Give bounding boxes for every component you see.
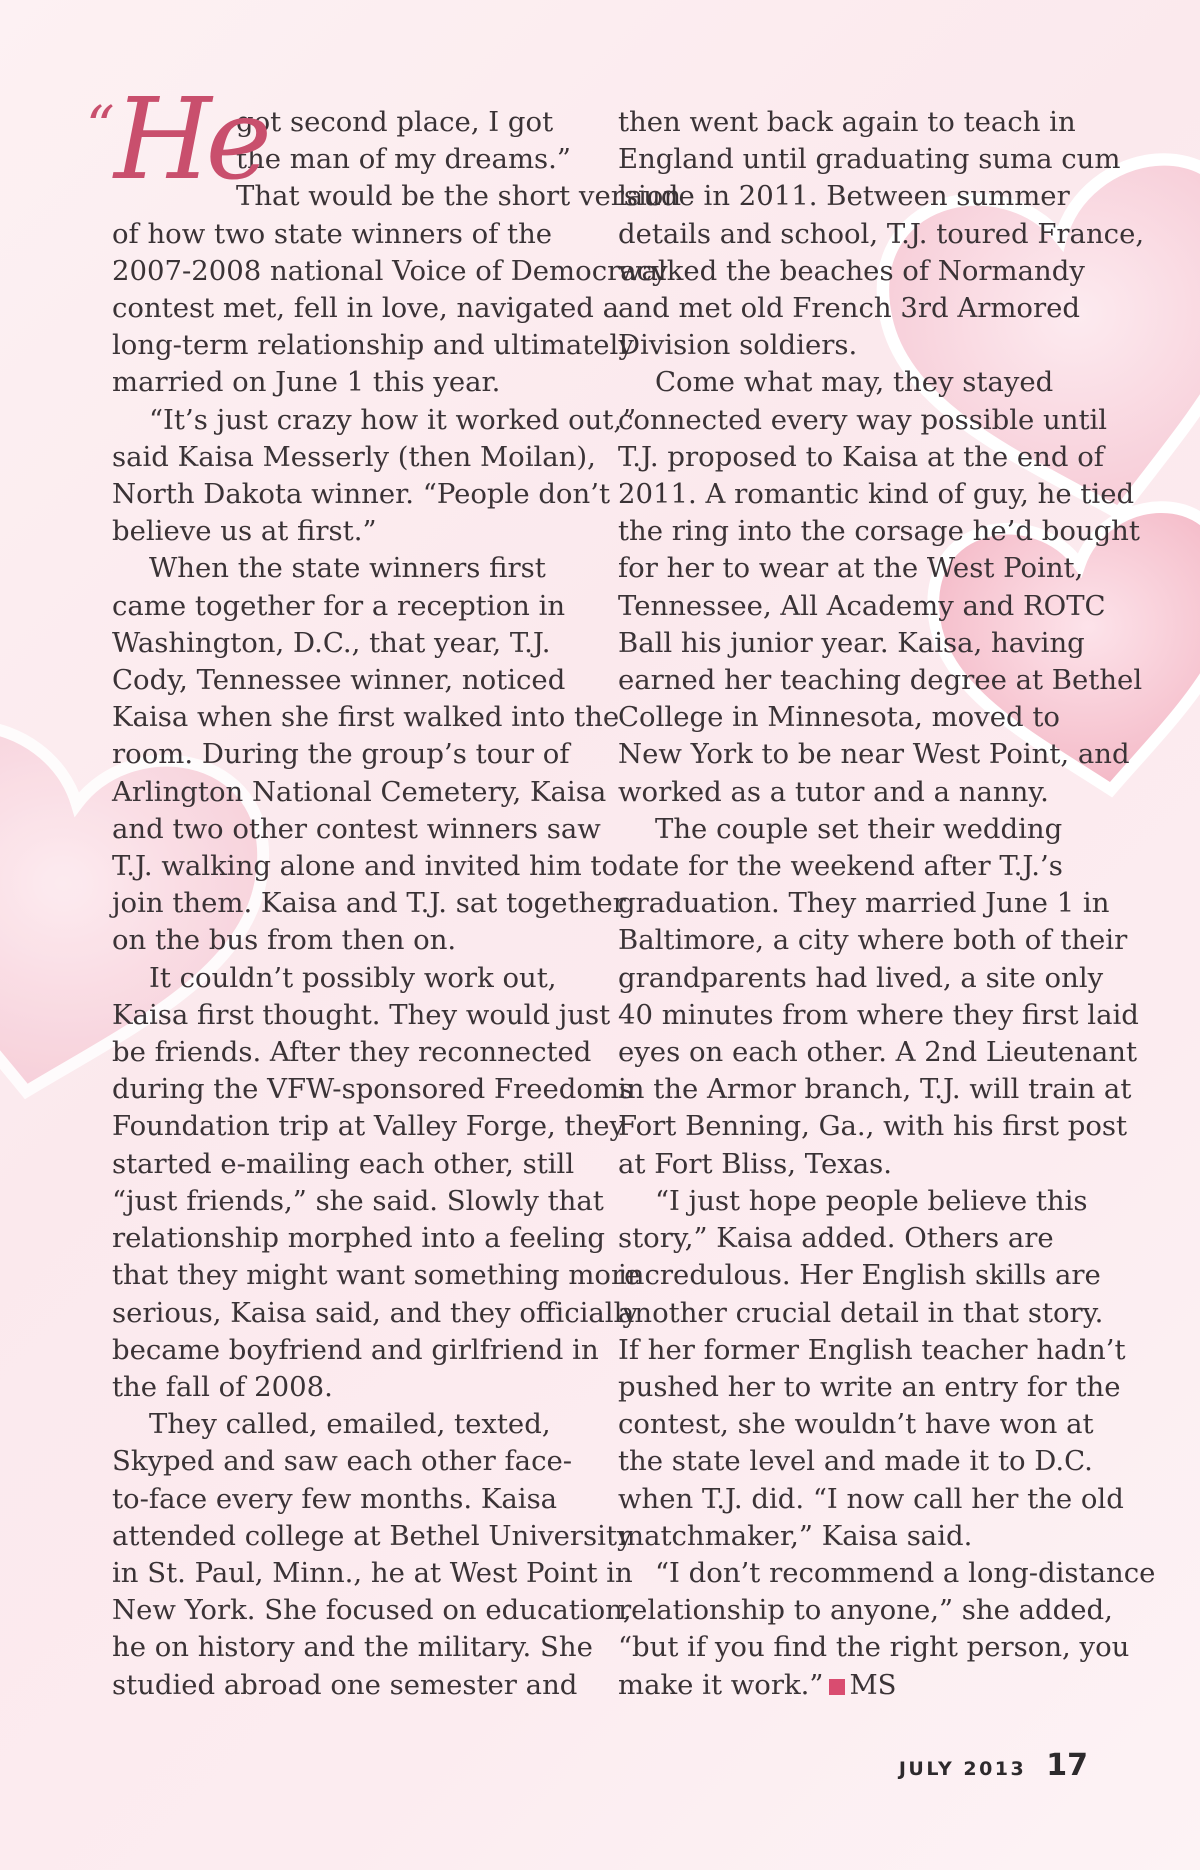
article-column-right	[618, 104, 1156, 1704]
text-line: in the Armor branch, T.J. will train at	[618, 1073, 1132, 1106]
text-line: the ring into the corsage he’d bought	[618, 515, 1140, 548]
text-line: College in Minnesota, moved to	[618, 701, 1060, 734]
text-line: earned her teaching degree at Bethel	[618, 664, 1143, 697]
text-line-content: make it work.”	[618, 1668, 824, 1701]
text-line: Cody, Tennessee winner, noticed	[112, 664, 566, 697]
article-paragraph	[618, 104, 1145, 364]
text-line: of how two state winners of the	[112, 217, 553, 250]
text-line: pushed her to write an entry for the	[618, 1370, 1121, 1403]
text-line: believe us at first.”	[112, 515, 377, 548]
text-line: in St. Paul, Minn., he at West Point in	[112, 1556, 633, 1589]
text-line: That would be the short version	[236, 180, 682, 213]
text-line: New York. She focused on education,	[112, 1594, 632, 1627]
text-line: on the bus from then on.	[112, 924, 457, 957]
article-paragraph	[618, 1183, 1126, 1555]
text-line: grandparents had lived, a site only	[618, 961, 1104, 994]
text-line: another crucial detail in that story.	[618, 1296, 1104, 1329]
text-line: 40 minutes from where they first laid	[618, 998, 1139, 1031]
text-line: attended college at Bethel University	[112, 1519, 633, 1552]
text-line: eyes on each other. A 2nd Lieutenant	[618, 1036, 1138, 1069]
text-line: Washington, D.C., that year, T.J.	[112, 626, 551, 659]
text-line: serious, Kaisa said, and they officially	[112, 1296, 638, 1329]
text-line: relationship morphed into a feeling	[112, 1222, 606, 1255]
article-paragraph	[112, 1406, 633, 1704]
text-line: at Fort Bliss, Texas.	[618, 1147, 893, 1180]
article-paragraph	[618, 364, 1143, 810]
text-line: join them. Kaisa and T.J. sat together	[112, 887, 626, 920]
text-line: They called, emailed, texted,	[149, 1408, 551, 1441]
text-line: 2007-2008 national Voice of Democracy	[112, 254, 668, 287]
text-line: laude in 2011. Between summer	[618, 180, 1070, 213]
text-line: Arlington National Cemetery, Kaisa	[112, 775, 607, 808]
text-line: contest, she wouldn’t have won at	[618, 1408, 1094, 1441]
article-paragraph	[618, 1555, 1156, 1704]
drop-cap-quote-mark: “	[86, 95, 115, 160]
text-line: England until graduating suma cum	[618, 143, 1121, 176]
text-line: and two other contest winners saw	[112, 812, 601, 845]
text-line: room. During the group’s tour of	[112, 738, 570, 771]
drop-cap-letters: He	[114, 75, 266, 205]
text-line: date for the weekend after T.J.’s	[618, 850, 1063, 883]
article-paragraph	[112, 178, 682, 401]
text-line: studied abroad one semester and	[112, 1668, 578, 1701]
text-line: graduation. They married June 1 in	[618, 887, 1110, 920]
text-line: the man of my dreams.”	[236, 143, 571, 176]
text-line: It couldn’t possibly work out,	[149, 961, 557, 994]
text-line: then went back again to teach in	[618, 106, 1076, 138]
text-line: be friends. After they reconnected	[112, 1036, 592, 1069]
text-line: Foundation trip at Valley Forge, they	[112, 1110, 626, 1143]
text-line: When the state winners first	[149, 552, 546, 585]
text-line: New York to be near West Point, and	[618, 738, 1130, 771]
text-line: Division soldiers.	[618, 329, 858, 362]
end-mark-icon	[829, 1679, 845, 1695]
text-line: during the VFW-sponsored Freedoms	[112, 1073, 634, 1106]
text-line: details and school, T.J. toured France,	[618, 217, 1145, 250]
text-line: came together for a reception in	[112, 589, 566, 622]
text-line: If her former English teacher hadn’t	[618, 1333, 1126, 1366]
text-line: incredulous. Her English skills are	[618, 1259, 1101, 1292]
text-line: contest met, fell in love, navigated a	[112, 292, 619, 325]
text-line: “I don’t recommend a long-distance	[655, 1556, 1156, 1589]
text-line: Baltimore, a city where both of their	[618, 924, 1128, 957]
text-line: relationship to anyone,” she added,	[618, 1594, 1113, 1627]
text-line: “I just hope people believe this	[655, 1184, 1088, 1217]
text-line: matchmaker,” Kaisa said.	[618, 1519, 973, 1552]
text-line	[618, 1667, 1096, 1704]
text-line: North Dakota winner. “People don’t	[112, 478, 610, 511]
text-line: 2011. A romantic kind of guy, he tied	[618, 478, 1135, 511]
issue-date: JULY 2013	[898, 1758, 1027, 1780]
page-footer	[899, 1748, 1088, 1783]
text-line: became boyfriend and girlfriend in	[112, 1333, 599, 1366]
text-line: for her to wear at the West Point,	[618, 552, 1084, 585]
text-line: worked as a tutor and a nanny.	[618, 775, 1049, 808]
text-line: when T.J. did. “I now call her the old	[618, 1482, 1124, 1515]
text-line: Kaisa first thought. They would just	[112, 998, 611, 1031]
text-line: walked the beaches of Normandy	[618, 254, 1085, 287]
text-line: the state level and made it to D.C.	[618, 1445, 1093, 1478]
text-line: Come what may, they stayed	[655, 366, 1054, 399]
text-line: married on June 1 this year.	[112, 366, 501, 399]
text-line: Kaisa when she first walked into the	[112, 701, 620, 734]
text-line: The couple set their wedding	[655, 812, 1063, 845]
text-line: T.J. proposed to Kaisa at the end of	[618, 440, 1104, 473]
article-paragraph	[618, 811, 1139, 1183]
text-line: the fall of 2008.	[112, 1370, 333, 1403]
text-line: “but if you find the right person, you	[618, 1631, 1130, 1664]
byline: MS	[849, 1668, 897, 1701]
text-line: Tennessee, All Academy and ROTC	[618, 589, 1106, 622]
text-line: he on history and the military. She	[112, 1631, 593, 1664]
text-line: got second place, I got	[236, 106, 554, 138]
page-number: 17	[1046, 1748, 1088, 1783]
text-line: “just friends,” she said. Slowly that	[112, 1184, 604, 1217]
text-line: Skyped and saw each other face-	[112, 1445, 573, 1478]
article-column-left	[86, 75, 682, 1704]
text-line: said Kaisa Messerly (then Moilan),	[112, 440, 596, 473]
article-paragraph	[112, 550, 626, 959]
text-line: to-face every few months. Kaisa	[112, 1482, 558, 1515]
text-line: long-term relationship and ultimately	[112, 329, 634, 362]
drop-cap	[86, 75, 266, 205]
text-line: T.J. walking alone and invited him to	[112, 850, 619, 883]
text-line: “It’s just crazy how it worked out,”	[149, 403, 637, 436]
text-line: started e-mailing each other, still	[112, 1147, 575, 1180]
text-line: Ball his junior year. Kaisa, having	[618, 626, 1085, 659]
text-line: that they might want something more	[112, 1259, 641, 1292]
text-line: story,” Kaisa added. Others are	[618, 1222, 1054, 1255]
text-line: connected every way possible until	[618, 403, 1108, 436]
text-line: Fort Benning, Ga., with his first post	[618, 1110, 1128, 1143]
article-paragraph	[112, 960, 641, 1406]
text-line: and met old French 3rd Armored	[618, 292, 1081, 325]
article-paragraph	[112, 402, 637, 551]
